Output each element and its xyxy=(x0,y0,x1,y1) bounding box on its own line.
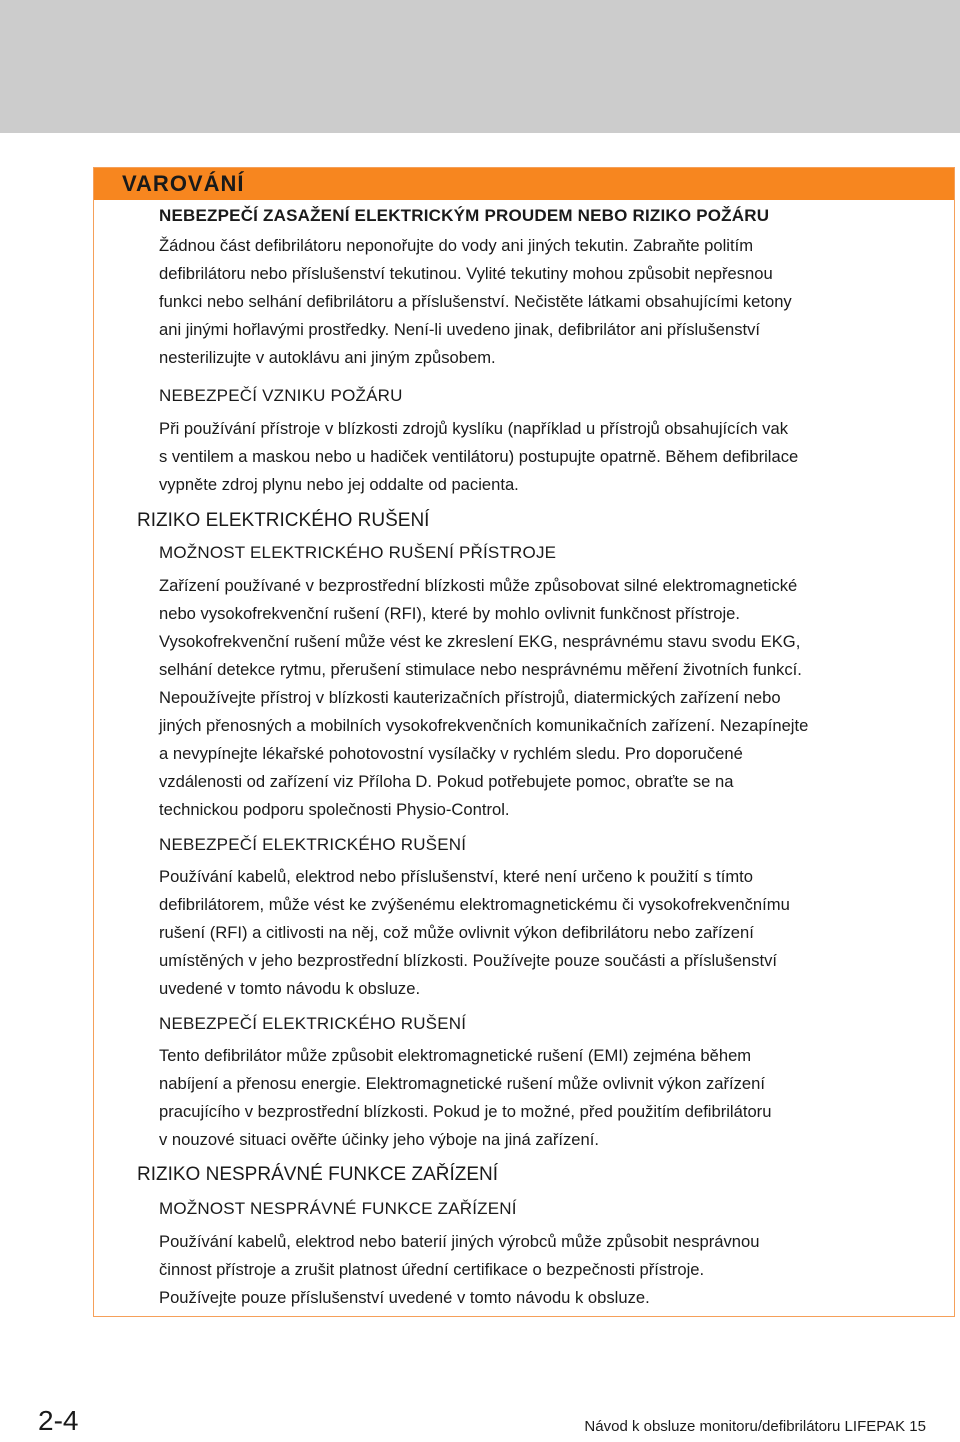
text-line: s ventilem a maskou nebo u hadiček ventilátoru) postupujte opatrně. Během defibrilace xyxy=(159,447,799,466)
category-electrical-interference: RIZIKO ELEKTRICKÉHO RUŠENÍ xyxy=(137,510,430,531)
text-line: funkci nebo selhání defibrilátoru a příslušenství. Nečistěte látkami obsahujícími ketony xyxy=(159,292,792,311)
paragraph-fire xyxy=(159,415,949,499)
text-line: a nevypínejte lékařské pohotovostní vysílačky v rychlém sledu. Pro doporučené xyxy=(159,744,743,763)
paragraph-malfunction xyxy=(159,1228,949,1312)
text-line: selhání detekce rytmu, přerušení stimulace nebo nesprávnému měření životních funkcí. xyxy=(159,660,802,679)
text-line: Nepoužívejte přístroj v blízkosti kauterizačních přístrojů, diatermických zařízení nebo xyxy=(159,688,781,707)
text-line: Používání kabelů, elektrod nebo baterií jiných výrobců může způsobit nesprávnou xyxy=(159,1232,760,1251)
section-title-malfunction: MOŽNOST NESPRÁVNÉ FUNKCE ZAŘÍZENÍ xyxy=(159,1199,517,1218)
text-line: v nouzové situaci ověřte účinky jeho výboje na jiná zařízení. xyxy=(159,1130,599,1149)
text-line: Žádnou část defibrilátoru neponořujte do vody ani jiných tekutin. Zabraňte politím xyxy=(159,236,754,255)
section-title-interference-hazard-1: NEBEZPEČÍ ELEKTRICKÉHO RUŠENÍ xyxy=(159,835,467,854)
text-line: vypněte zdroj plynu nebo jej oddalte od pacienta. xyxy=(159,475,519,494)
text-line: ani jinými hořlavými prostředky. Není-li uvedeno jinak, defibrilátor ani příslušenství xyxy=(159,320,761,339)
text-line: Vysokofrekvenční rušení může vést ke zkreslení EKG, nesprávnému stavu svodu EKG, xyxy=(159,632,801,651)
text-line: Používejte pouze příslušenství uvedené v tomto návodu k obsluze. xyxy=(159,1288,650,1307)
section-title-shock-fire: NEBEZPEČÍ ZASAŽENÍ ELEKTRICKÝM PROUDEM NEBO RIZIKO POŽÁRU xyxy=(159,206,770,225)
text-line: Zařízení používané v bezprostřední blízkosti může způsobovat silné elektromagnetické xyxy=(159,576,798,595)
category-malfunction: RIZIKO NESPRÁVNÉ FUNKCE ZAŘÍZENÍ xyxy=(137,1164,499,1185)
text-line: vzdálenosti od zařízení viz Příloha D. Pokud potřebujete pomoc, obraťte se na xyxy=(159,772,734,791)
warning-box xyxy=(93,167,955,1317)
text-line: defibrilátoru nebo příslušenství tekutinou. Vylité tekutiny mohou způsobit nepřesnou xyxy=(159,264,773,283)
text-line: nabíjení a přenosu energie. Elektromagnetické rušení může ovlivnit výkon zařízení xyxy=(159,1074,765,1093)
text-line: umístěných v jeho bezprostřední blízkosti. Používejte pouze součásti a příslušenství xyxy=(159,951,777,970)
section-title-interference-hazard-2: NEBEZPEČÍ ELEKTRICKÉHO RUŠENÍ xyxy=(159,1014,467,1033)
text-line: rušení (RFI) a citlivosti na něj, což může ovlivnit výkon defibrilátoru nebo zařízení xyxy=(159,923,754,942)
paragraph-interference-hazard-2 xyxy=(159,1042,949,1154)
text-line: nebo vysokofrekvenční rušení (RFI), které by mohlo ovlivnit funkčnost přístroje. xyxy=(159,604,741,623)
paragraph-device-interference xyxy=(159,572,949,824)
text-line: technickou podporu společnosti Physio-Control. xyxy=(159,800,510,819)
section-title-fire: NEBEZPEČÍ VZNIKU POŽÁRU xyxy=(159,386,403,405)
text-line: nesterilizujte v autoklávu ani jiným způsobem. xyxy=(159,348,496,367)
paragraph-interference-hazard-1 xyxy=(159,863,949,1003)
page-number: 2-4 xyxy=(38,1405,79,1436)
text-line: Tento defibrilátor může způsobit elektromagnetické rušení (EMI) zejména během xyxy=(159,1046,752,1065)
paragraph-shock-fire xyxy=(159,232,949,372)
text-line: jiných přenosných a mobilních vysokofrekvenčních komunikačních zařízení. Nezapínejte xyxy=(159,716,809,735)
section-title-device-interference: MOŽNOST ELEKTRICKÉHO RUŠENÍ PŘÍSTROJE xyxy=(159,543,557,562)
text-line: Používání kabelů, elektrod nebo příslušenství, které není určeno k použití s tímto xyxy=(159,867,754,886)
text-line: pracujícího v bezprostřední blízkosti. Pokud je to možné, před použitím defibrilátoru xyxy=(159,1102,772,1121)
top-gray-band xyxy=(0,0,960,133)
warning-header: VAROVÁNÍ xyxy=(94,168,954,200)
text-line: Při používání přístroje v blízkosti zdrojů kyslíku (například u přístrojů obsahujících vak xyxy=(159,419,788,438)
text-line: uvedené v tomto návodu k obsluze. xyxy=(159,979,421,998)
text-line: defibrilátorem, může vést ke zvýšenému elektromagnetickému či vysokofrekvenčnímu xyxy=(159,895,790,914)
text-line: činnost přístroje a zrušit platnost úřední certifikace o bezpečnosti přístroje. xyxy=(159,1260,705,1279)
document-title: Návod k obsluze monitoru/defibrilátoru LIFEPAK 15 xyxy=(584,1418,926,1435)
